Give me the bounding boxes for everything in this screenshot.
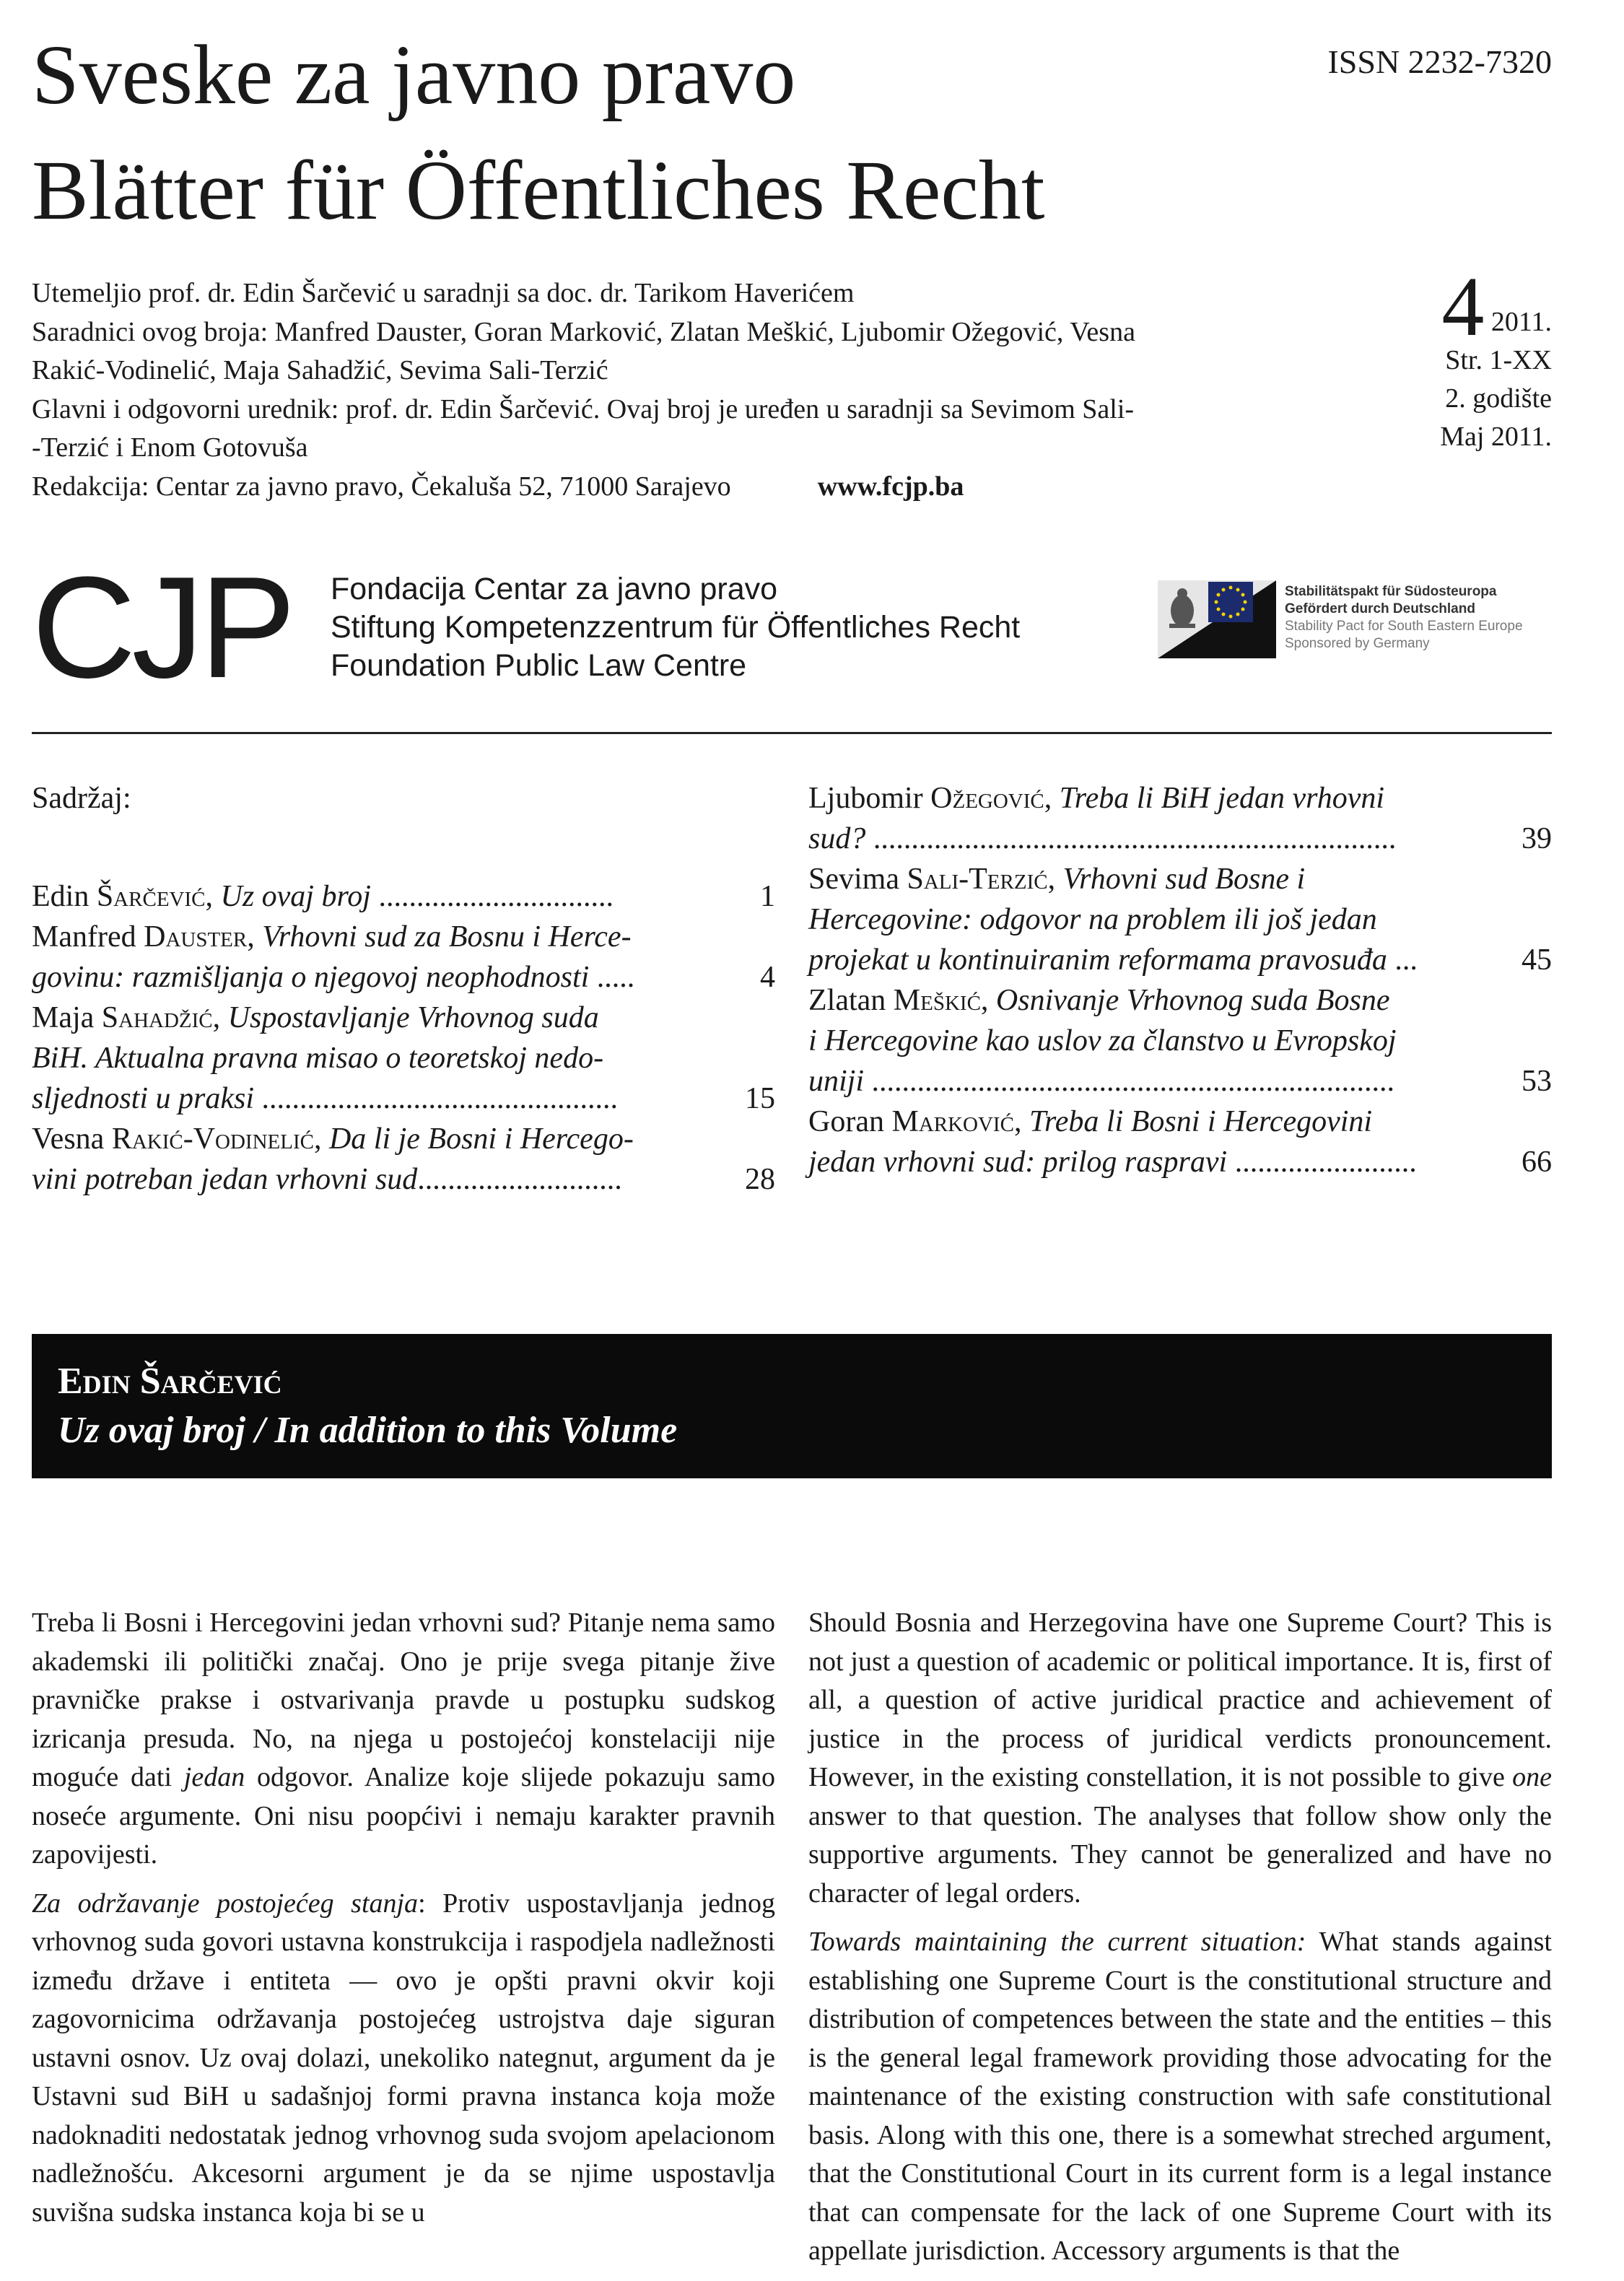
toc-entry[interactable]: Edin Šarčević, Uz ovaj broj ............................... 1 [32, 876, 775, 917]
toc-entry[interactable]: Zlatan Meškić, Osnivanje Vrhovnog suda Bosne i Hercegovine kao uslov za članstvo u Evropskoj uniji ..................................................................... 53 [808, 980, 1552, 1102]
toc-entry[interactable]: Sevima Sali-Terzić, Vrhovni sud Bosne i Hercegovine: odgovor na problem ili još jedan projekat u kontinuiranim reformama pravosuđa ... 45 [808, 859, 1552, 980]
founder-line: Utemeljio prof. dr. Edin Šarčević u saradnji sa doc. dr. Tarikom Haverićem [32, 278, 855, 308]
toc-title-cont: projekat u kontinuiranim reformama pravosuđa [808, 943, 1387, 977]
toc-leader: ..... [589, 961, 635, 994]
toc-author-first: Zlatan [808, 984, 886, 1017]
toc-author-last: Šarčević [96, 880, 206, 913]
issue-number: 4 [1441, 259, 1485, 354]
editorial-info [32, 274, 1288, 506]
editor-line-1: Glavni i odgovorni urednik: prof. dr. Edin Šarčević. Ovaj broj je uređen u saradnji sa Sevimom Sali- [32, 393, 1135, 424]
sponsor-line-4: Sponsored by Germany [1285, 636, 1430, 651]
table-of-contents-left [32, 778, 775, 1200]
contributors-line-1: Saradnici ovog broja: Manfred Dauster, Goran Marković, Zlatan Meškić, Ljubomir Ožegović, Vesna [32, 316, 1135, 347]
toc-leader: ........................ [1227, 1146, 1417, 1179]
issue-date: Maj 2011. [1440, 422, 1552, 452]
paragraph: Towards maintaining the current situation: What stands against establishing one Supreme Court is the constitutional structure and distribution of competences between the state and the entities – this is the general legal framework providing those advocating for the maintenance of the existing construction with safe constitutional basis. Along with this one, there is a somewhat streched argument, that the Constitutional Court in its current form is a legal instance that can compensate for the lack of one Supreme Court with its appellate jurisdiction. Accessory arguments is that the [808, 1927, 1552, 2266]
toc-leader: ............................... [370, 880, 614, 913]
toc-title: Uspostavljanje Vrhovnog suda [227, 1001, 599, 1034]
body-text-bosnian [32, 1604, 775, 2242]
toc-author-first: Sevima [808, 863, 899, 896]
issue-year: 2011. [1490, 307, 1552, 337]
toc-author-first: Goran [808, 1105, 884, 1138]
toc-title-cont: jedan vrhovni sud: prilog raspravi [808, 1146, 1228, 1179]
cjp-logo: CJP [32, 547, 292, 708]
editorial-office-line [32, 468, 1288, 507]
stability-pact-emblem-icon [1153, 577, 1283, 664]
contributors-line-2: Rakić-Vodinelić, Maja Sahadžić, Sevima Sali-Terzić [32, 355, 608, 385]
toc-page: 53 [1522, 1065, 1552, 1098]
toc-page: 1 [760, 880, 775, 913]
toc-leader: ... [1387, 943, 1418, 977]
horizontal-divider [32, 732, 1552, 734]
editor-line-2: -Terzić i Enom Gotovuša [32, 432, 308, 463]
issue-pages: Str. 1-XX [1445, 345, 1552, 375]
emphasis: Za održavanje postojećeg stanja [32, 1888, 419, 1919]
toc-title: Da li je Bosni i Hercego- [328, 1122, 634, 1156]
toc-page: 45 [1522, 943, 1552, 977]
sponsor-line-1: Stabilitätspakt für Südosteuropa [1285, 584, 1497, 599]
toc-title-cont: sljednosti u praksi [32, 1082, 255, 1115]
toc-author-first: Manfred [32, 920, 136, 954]
toc-leader: ........................... [417, 1163, 622, 1196]
paragraph: Treba li Bosni i Hercegovini jedan vrhovni sud? Pitanje nema samo akademski ili politički značaj. Ono je prije svega pitanje žive pravničke prakse i ostvarivanja pravde u postupku sudskog izricanja presuda. No, na njega u postojećoj konstelaciji nije moguće dati jedan odgovor. Analize koje slijede pokazuju samo noseće argumente. Oni nisu poopćivi i nemaju karakter pravnih zapovijesti. [32, 1608, 776, 1870]
table-of-contents-right [808, 778, 1552, 1182]
issue-volume: 2. godište [1445, 383, 1552, 414]
toc-title: Vrhovni sud za Bosnu i Herce- [262, 920, 632, 954]
toc-author-last: Sali-Terzić [907, 863, 1048, 896]
toc-author-first: Maja [32, 1001, 95, 1034]
toc-author-last: Sahadžić [101, 1001, 213, 1034]
journal-title-bosnian: Sveske za javno pravo [32, 27, 796, 122]
website-link[interactable]: www.fcjp.ba [817, 471, 964, 502]
toc-author-last: Marković [891, 1105, 1014, 1138]
stability-pact-logo [1153, 577, 1558, 664]
toc-title: Vrhovni sud Bosne i [1062, 863, 1306, 896]
toc-entry[interactable]: Vesna Rakić-Vodinelić, Da li je Bosni i Hercego- vini potreban jedan vrhovni sud........................... 28 [32, 1119, 775, 1200]
toc-title-cont: BiH. Aktualna pravna misao o teoretskoj nedo- [32, 1042, 604, 1075]
foundation-name-english: Foundation Public Law Centre [331, 648, 747, 683]
paragraph: Za održavanje postojećeg stanja: Protiv uspostavljanja jednog vrhovnog suda govori ustavna konstrukcija i raspodjela nadležnosti između države i entiteta — ovo je opšti pravni okvir koji zagovornicima održavanja postojećeg ustrojstva daje siguran ustavni osnov. Uz ovaj dolazi, unekoliko nategnut, argument da je Ustavni sud BiH u sadašnjoj formi pravna instanca koja može nadoknaditi nedostatak jednog vrhovnog suda svojom apelacionom nadležnošću. Akcesorni argument je da se njime uspostavlja suvišna sudska instanca koja bi se u [32, 1888, 776, 2228]
toc-leader: ..................................................................... [865, 822, 1397, 855]
issn: ISSN 2232-7320 [1327, 43, 1552, 80]
toc-author-first: Edin [32, 880, 90, 913]
foundation-name-bosnian: Fondacija Centar za javno pravo [331, 572, 778, 606]
toc-leader: ..................................................................... [864, 1065, 1395, 1098]
emphasis: jedan [183, 1762, 245, 1792]
toc-title-cont: vini potreban jedan vrhovni sud [32, 1163, 418, 1196]
toc-page: 4 [760, 961, 775, 994]
issue-block [1335, 259, 1552, 456]
toc-page: 66 [1522, 1146, 1552, 1179]
toc-title-cont: Hercegovine: odgovor na problem ili još jedan [808, 903, 1377, 936]
foundation-name-german: Stiftung Kompetenzzentrum für Öffentliches Recht [331, 610, 1021, 645]
journal-title-german: Blätter für Öffentliches Recht [32, 143, 1045, 237]
toc-title-cont: sud? [808, 822, 866, 855]
toc-title: Treba li BiH jedan vrhovni [1059, 782, 1385, 815]
toc-page: 39 [1522, 822, 1552, 855]
toc-title-cont: uniji [808, 1065, 865, 1098]
emphasis: one [1512, 1762, 1553, 1792]
toc-heading: Sadržaj: [32, 782, 131, 815]
toc-author-first: Vesna [32, 1122, 105, 1156]
sponsor-line-3: Stability Pact for South Eastern Europe [1285, 619, 1523, 634]
toc-entry[interactable]: Maja Sahadžić, Uspostavljanje Vrhovnog suda BiH. Aktualna pravna misao o teoretskoj nedo- sljednosti u praksi ............................................... 15 [32, 998, 775, 1119]
toc-title: Treba li Bosni i Hercegovini [1029, 1105, 1373, 1138]
toc-title-cont: govinu: razmišljanja o njegovoj neophodnosti [32, 961, 590, 994]
toc-author-last: Ožegović [930, 782, 1044, 815]
toc-entry[interactable]: Ljubomir Ožegović, Treba li BiH jedan vrhovni sud? ..................................................................... 39 [808, 778, 1552, 859]
article-author: Edin Šarčević [58, 1361, 282, 1402]
body-text-english [808, 1604, 1552, 2281]
article-title: Uz ovaj broj / In addition to this Volume [58, 1410, 678, 1451]
toc-author-last: Dauster [144, 920, 248, 954]
toc-page: 15 [745, 1082, 775, 1115]
toc-title-cont: i Hercegovine kao uslov za članstvo u Evropskoj [808, 1024, 1397, 1057]
sponsor-line-2: Gefördert durch Deutschland [1285, 601, 1475, 616]
toc-entry[interactable]: Goran Marković, Treba li Bosni i Hercegovini jedan vrhovni sud: prilog raspravi ........................ 66 [808, 1102, 1552, 1182]
toc-author-last: Meškić [893, 984, 981, 1017]
toc-author-first: Ljubomir [808, 782, 923, 815]
toc-leader: ............................................... [254, 1082, 619, 1115]
toc-page: 28 [745, 1163, 775, 1196]
emphasis: Towards maintaining the current situation: [808, 1927, 1306, 1957]
editorial-office-address: Redakcija: Centar za javno pravo, Čekaluša 52, 71000 Sarajevo [32, 471, 731, 502]
toc-title: Uz ovaj broj [220, 880, 371, 913]
foundation-names [331, 570, 1020, 685]
paragraph: Should Bosnia and Herzegovina have one Supreme Court? This is not just a question of academic or political importance. It is, first of all, a question of active juridical practice and achievement of justice in the process of juridical verdicts pronouncement. However, in the existing constellation, it is not possible to give one answer to that question. The analyses that follow show only the supportive arguments. They cannot be generalized and have no character of legal orders. [808, 1608, 1553, 1909]
toc-title: Osnivanje Vrhovnog suda Bosne [995, 984, 1390, 1017]
toc-author-last: Rakić-Vodinelić [111, 1122, 314, 1156]
article-banner [32, 1334, 1552, 1478]
toc-entry[interactable]: Manfred Dauster, Vrhovni sud za Bosnu i Herce- govinu: razmišljanja o njegovoj neophodnosti ..... 4 [32, 917, 775, 998]
